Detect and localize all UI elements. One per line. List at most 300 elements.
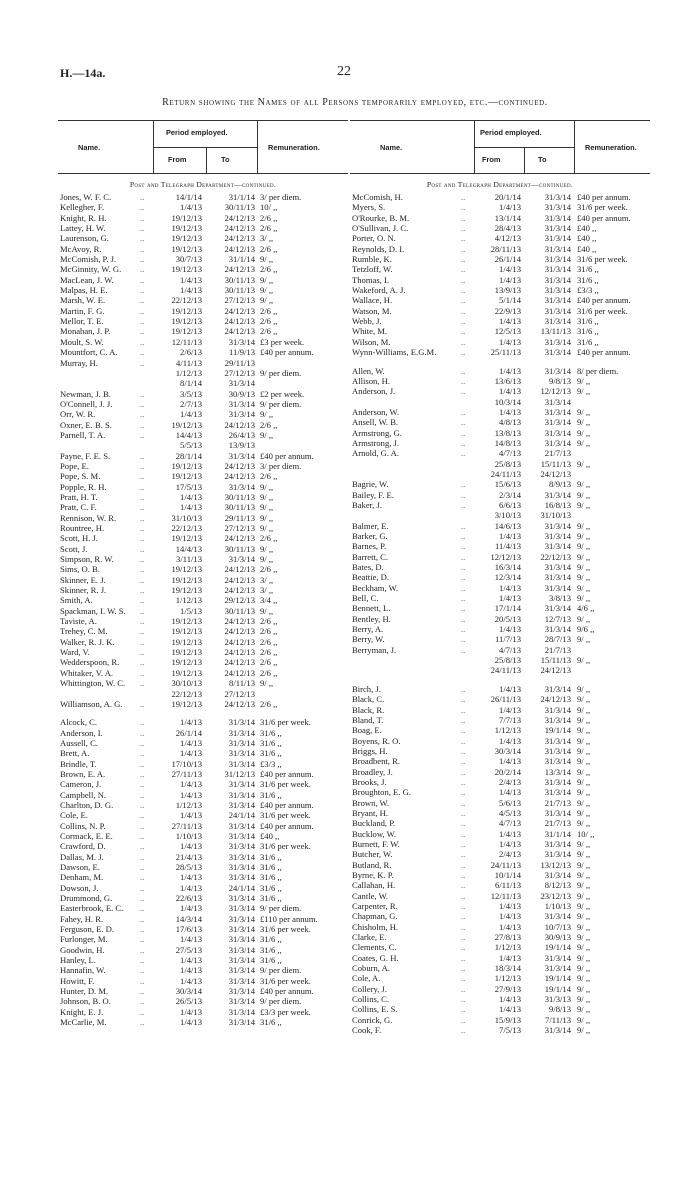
person-name: Brindle, T.	[60, 758, 97, 769]
leader-dots: ..	[461, 582, 466, 593]
leader-dots: ..	[140, 491, 145, 502]
person-name: Charlton, D. G.	[60, 799, 114, 810]
date-from: 19/12/13	[171, 574, 202, 585]
table-row	[350, 953, 650, 963]
person-name: Murray, H.	[60, 357, 98, 368]
table-row	[350, 932, 650, 942]
date-from: 1/4/13	[180, 903, 202, 914]
remuneration: 9/ ,,	[260, 274, 274, 285]
date-to: 24/12/13	[224, 460, 255, 471]
leader-dots: ..	[140, 264, 145, 275]
remuneration: 9/ ,,	[577, 427, 591, 438]
person-name: Boyens, R. O.	[352, 735, 401, 746]
leader-dots: ..	[461, 406, 466, 417]
date-to: 31/3/13	[544, 994, 571, 1005]
person-name: Taviste, A.	[60, 616, 97, 627]
date-to: 8/12/13	[544, 880, 571, 891]
leader-dots: ..	[140, 585, 145, 596]
person-name: Martin, F. G.	[60, 305, 105, 316]
table-row	[58, 893, 348, 903]
leader-dots: ..	[140, 748, 145, 759]
remuneration: 31/6 ,,	[260, 737, 282, 748]
leader-dots: ..	[140, 212, 145, 223]
table-row	[350, 275, 650, 285]
date-from: 19/12/13	[171, 233, 202, 244]
date-to: 11/9/13	[229, 347, 255, 358]
date-to: 31/3/14	[544, 437, 571, 448]
table-row	[350, 767, 650, 777]
remuneration: 31/6 ,,	[260, 934, 282, 945]
leader-dots: ..	[461, 386, 466, 397]
date-to: 31/3/14	[228, 481, 255, 492]
date-to: 31/3/14	[544, 624, 571, 635]
remuneration: 9/ ,,	[577, 582, 591, 593]
person-name: Cole, E.	[60, 810, 88, 821]
date-to: 31/3/14	[228, 779, 255, 790]
date-to: 24/12/13	[224, 657, 255, 668]
date-to: 24/12/13	[224, 667, 255, 678]
remuneration: 31/6 ,,	[260, 872, 282, 883]
leader-dots: ..	[140, 975, 145, 986]
table-row	[350, 705, 650, 715]
date-to: 31/3/14	[544, 911, 571, 922]
person-name: Hunter, D. M.	[60, 986, 109, 997]
person-name: Collins, E. S.	[352, 1004, 398, 1015]
leader-dots: ..	[461, 921, 466, 932]
person-name: Scott, H. J.	[60, 533, 98, 544]
date-to: 31/3/14	[544, 264, 571, 275]
person-name: Skinner, R. J.	[60, 585, 107, 596]
table-row	[58, 986, 348, 996]
date-to: 27/12/13	[224, 523, 255, 533]
person-name: Coburn, A.	[352, 963, 390, 974]
date-to: 31/3/14	[228, 903, 255, 914]
person-name: Buckland, P.	[352, 818, 396, 829]
person-name: Drummond, G.	[60, 893, 113, 904]
date-from: 1/4/13	[499, 274, 521, 285]
person-name: Briggs, H.	[352, 745, 388, 756]
person-name: Ward, V.	[60, 647, 90, 658]
date-from: 1/4/13	[180, 1006, 202, 1017]
date-to: 21/7/13	[544, 818, 571, 829]
remuneration: 31/6 per week.	[260, 975, 311, 986]
date-from: 4/7/13	[499, 448, 521, 459]
table-row	[350, 593, 650, 603]
leader-dots: ..	[140, 851, 145, 862]
remuneration: 31/6 ,,	[577, 326, 599, 337]
person-name: Knight, R. H.	[60, 212, 107, 223]
table-row	[58, 554, 348, 564]
date-to: 7/11/13	[545, 1014, 571, 1025]
person-name: Orr, W. R.	[60, 409, 96, 420]
date-to: 31/3/14	[228, 758, 255, 769]
remuneration: 9/ ,,	[577, 683, 591, 694]
date-to: 31/3/14	[228, 799, 255, 810]
date-to: 22/12/13	[540, 551, 571, 562]
date-from: 19/12/13	[171, 533, 202, 544]
person-name: Berry, W.	[352, 634, 385, 645]
date-from: 1/12/13	[494, 973, 521, 984]
date-to: 31/3/14	[228, 820, 255, 831]
date-from: 2/6/13	[180, 347, 202, 358]
person-name: Thomas, I.	[352, 274, 389, 285]
leader-dots: ..	[461, 1025, 466, 1036]
table-row	[350, 254, 650, 264]
leader-dots: ..	[461, 776, 466, 787]
person-name: Monahan, J. P.	[60, 326, 111, 337]
table-row	[350, 213, 650, 223]
leader-dots: ..	[140, 893, 145, 904]
date-to: 29/11/13	[224, 512, 255, 523]
table-row	[58, 924, 348, 934]
date-from: 19/12/13	[171, 636, 202, 647]
table-row	[350, 942, 650, 952]
date-to: 24/12/13	[224, 647, 255, 658]
leader-dots: ..	[140, 789, 145, 800]
leader-dots: ..	[461, 973, 466, 984]
date-to: 31/3/14	[544, 295, 571, 306]
leader-dots: ..	[140, 996, 145, 1007]
date-from: 19/12/13	[171, 419, 202, 430]
table-row	[58, 1017, 348, 1027]
date-to: 19/1/14	[544, 973, 571, 984]
table-row	[350, 798, 650, 808]
remuneration: £40 per annum.	[577, 192, 631, 202]
person-name: Brooks, J.	[352, 776, 387, 787]
date-from: 21/4/13	[175, 851, 202, 862]
date-from: 25/8/13	[494, 458, 521, 469]
date-to: 31/3/14	[228, 789, 255, 800]
date-from: 4/11/13	[176, 357, 202, 368]
remuneration: 31/6 per week.	[260, 717, 311, 728]
date-to: 31/1/14	[228, 254, 255, 265]
person-name: Campbell, N.	[60, 789, 107, 800]
date-from: 1/4/13	[499, 838, 521, 849]
person-name: O'Sullivan, J. C.	[352, 223, 409, 234]
remuneration: £40 ,,	[260, 830, 280, 841]
person-name: Malpas, H. E.	[60, 285, 108, 296]
leader-dots: ..	[461, 520, 466, 531]
date-from: 1/4/13	[499, 531, 521, 541]
date-from: 1/4/13	[499, 202, 521, 213]
remuneration: 31/6 per week.	[577, 305, 628, 316]
table-row	[350, 665, 650, 675]
table-row	[58, 976, 348, 986]
date-from: 15/6/13	[494, 479, 521, 490]
remuneration: 9/ ,,	[260, 481, 274, 492]
person-name: Kellegher, F.	[60, 202, 105, 213]
date-from: 1/4/13	[499, 624, 521, 635]
date-from: 8/1/14	[180, 378, 202, 389]
date-from: 19/12/13	[171, 223, 202, 234]
table-row	[58, 821, 348, 831]
leader-dots: ..	[140, 471, 145, 482]
remuneration: 2/6 ,,	[260, 657, 278, 668]
date-to: 24/12/13	[224, 698, 255, 709]
remuneration: £40 per annum.	[260, 799, 314, 810]
table-row	[350, 347, 650, 357]
table-row	[58, 306, 348, 316]
date-to: 31/3/14	[544, 582, 571, 593]
remuneration: 9/ ,,	[260, 523, 274, 533]
remuneration: 9/ ,,	[577, 849, 591, 860]
page-reference: H.—14a.	[60, 66, 106, 80]
person-name: Pope, E.	[60, 460, 89, 471]
table-row	[350, 376, 650, 386]
table-row	[58, 657, 348, 667]
date-to: 30/9/13	[544, 932, 571, 943]
remuneration: 2/6 ,,	[260, 647, 278, 658]
person-name: Whittington, W. C.	[60, 678, 126, 689]
date-from: 1/5/13	[180, 605, 202, 616]
leader-dots: ..	[140, 1017, 145, 1028]
leader-dots: ..	[461, 634, 466, 645]
person-name: Wallace, H.	[352, 295, 393, 306]
person-name: Beckham, W.	[352, 582, 399, 593]
date-to: 24/12/13	[224, 326, 255, 337]
table-row	[58, 192, 348, 202]
person-name: Popple, R. H.	[60, 481, 107, 492]
person-name: Baker, J.	[352, 499, 382, 510]
table-row	[58, 482, 348, 492]
date-from: 17/10/13	[171, 758, 202, 769]
leader-dots: ..	[461, 838, 466, 849]
table-row	[350, 603, 650, 613]
table-row	[58, 202, 348, 212]
leader-dots: ..	[140, 944, 145, 955]
person-name: Laurenson, G.	[60, 233, 109, 244]
person-name: Dawson, E.	[60, 862, 100, 872]
remuneration: 2/6 ,,	[260, 419, 278, 430]
person-name: McComish, H.	[352, 192, 403, 202]
person-name: Chisholm, H.	[352, 921, 399, 932]
leader-dots: ..	[140, 574, 145, 585]
date-from: 11/4/13	[495, 541, 521, 552]
date-from: 10/1/14	[494, 870, 521, 880]
remuneration: 31/6 per week.	[577, 202, 628, 213]
date-from: 1/10/13	[175, 830, 202, 841]
date-from: 1/4/13	[499, 704, 521, 715]
person-name: Fahey, H. R.	[60, 913, 104, 924]
table-row	[58, 389, 348, 399]
remuneration: 9/ ,,	[577, 694, 591, 705]
date-from: 14/6/13	[494, 520, 521, 531]
date-to: 31/3/14	[228, 955, 255, 966]
table-row	[350, 736, 650, 746]
date-to: 31/3/14	[544, 776, 571, 787]
remuneration: 9/ ,,	[577, 911, 591, 922]
remuneration: 9/ ,,	[577, 634, 591, 645]
date-to: 31/3/14	[228, 748, 255, 759]
date-from: 19/12/13	[171, 326, 202, 337]
date-from: 19/12/13	[171, 657, 202, 668]
date-to: 31/3/14	[544, 572, 571, 583]
date-to: 31/3/14	[544, 838, 571, 849]
remuneration: £40 ,,	[577, 243, 597, 254]
leader-dots: ..	[140, 409, 145, 420]
remuneration: £3 per week.	[260, 336, 305, 347]
table-row	[58, 965, 348, 975]
person-name: Wilson, M.	[352, 336, 391, 347]
leader-dots: ..	[140, 233, 145, 244]
date-from: 27/11/13	[171, 820, 202, 831]
remuneration: 3/4 ,,	[260, 595, 278, 606]
leader-dots: ..	[461, 1004, 466, 1015]
person-name: Furlonger, M.	[60, 934, 108, 945]
date-from: 1/4/13	[499, 386, 521, 397]
person-name: Barker, G.	[352, 531, 388, 541]
date-from: 1/4/13	[180, 748, 202, 759]
date-from: 25/8/13	[494, 655, 521, 666]
date-to: 30/11/13	[224, 491, 255, 502]
person-name: Bates, D.	[352, 562, 384, 573]
person-name: Brett, A.	[60, 748, 90, 759]
date-to: 31/3/14	[544, 274, 571, 285]
leader-dots: ..	[461, 1014, 466, 1025]
date-to: 24/12/13	[224, 212, 255, 223]
person-name: Cantle, W.	[352, 890, 389, 901]
remuneration: 9/ ,,	[577, 479, 591, 490]
table-row	[350, 787, 650, 797]
table-row	[350, 614, 650, 624]
remuneration: 31/6 ,,	[577, 274, 599, 285]
remuneration: 9/ ,,	[577, 870, 591, 880]
person-name: O'Rourke, B. M.	[352, 212, 410, 223]
leader-dots: ..	[140, 986, 145, 997]
person-name: Bailey, F. E.	[352, 489, 394, 500]
section-title-right: Post and Telegraph Department—continued.	[426, 180, 574, 189]
person-name: Wakeford, A. J.	[352, 285, 406, 296]
table-row	[58, 769, 348, 779]
table-row	[350, 572, 650, 582]
table-row	[58, 717, 348, 727]
leader-dots: ..	[461, 437, 466, 448]
table-row	[350, 417, 650, 427]
table-row	[58, 668, 348, 678]
leader-dots: ..	[140, 841, 145, 852]
date-to: 31/3/14	[228, 965, 255, 976]
section-title-left: Post and Telegraph Department—continued.	[129, 180, 277, 189]
date-from: 30/3/14	[175, 986, 202, 997]
date-to: 31/3/14	[544, 756, 571, 767]
table-row	[350, 808, 650, 818]
date-to: 31/3/14	[228, 398, 255, 409]
date-to: 31/3/14	[544, 714, 571, 725]
date-to: 31/3/14	[228, 554, 255, 565]
leader-dots: ..	[461, 202, 466, 213]
leader-dots: ..	[140, 192, 145, 202]
remuneration: 9/ ,,	[577, 593, 591, 604]
date-from: 10/3/14	[494, 396, 521, 407]
remuneration: 2/6 ,,	[260, 212, 278, 223]
remuneration: 9/ ,,	[260, 543, 274, 554]
person-name: McComish, P. J.	[60, 254, 117, 265]
date-to: 31/3/14	[544, 704, 571, 715]
remuneration: 9/ ,,	[577, 973, 591, 984]
leader-dots: ..	[461, 994, 466, 1005]
date-to: 13/9/13	[228, 440, 255, 451]
table-row	[350, 1015, 650, 1025]
person-name: Cook, F.	[352, 1025, 382, 1036]
leader-dots: ..	[461, 551, 466, 562]
date-from: 26/5/13	[175, 996, 202, 1007]
date-from: 30/10/13	[171, 678, 202, 689]
remuneration: 9/ ,,	[577, 983, 591, 994]
date-to: 12/7/13	[544, 613, 571, 624]
remuneration: 31/6 per week.	[260, 924, 311, 935]
leader-dots: ..	[140, 717, 145, 728]
date-to: 24/12/13	[224, 585, 255, 596]
remuneration: 31/6 ,,	[260, 851, 282, 862]
leader-dots: ..	[461, 316, 466, 327]
date-to: 31/3/14	[228, 717, 255, 728]
date-to: 29/11/13	[224, 357, 255, 368]
table-row	[58, 451, 348, 461]
table-row	[58, 800, 348, 810]
date-from: 22/12/13	[171, 295, 202, 306]
person-name: Carpenter, R.	[352, 901, 398, 912]
person-name: Brown, W.	[352, 797, 390, 808]
date-from: 27/9/13	[494, 983, 521, 994]
date-to: 31/3/14	[228, 378, 255, 389]
remuneration: 9/ ,,	[577, 756, 591, 767]
remuneration: 9/ ,,	[577, 901, 591, 912]
person-name: Balmer, E.	[352, 520, 389, 531]
person-name: Rumble, K.	[352, 254, 392, 265]
table-row	[350, 746, 650, 756]
date-from: 19/12/13	[171, 564, 202, 575]
table-row	[350, 459, 650, 469]
date-to: 3/8/13	[549, 593, 571, 604]
date-to: 31/3/14	[544, 406, 571, 417]
table-row	[350, 407, 650, 417]
table-row	[58, 699, 348, 709]
person-name: Pratt, H. T.	[60, 491, 98, 502]
table-row	[350, 694, 650, 704]
remuneration: 9/ ,,	[577, 745, 591, 756]
remuneration: 9/ ,,	[577, 437, 591, 448]
leader-dots: ..	[461, 212, 466, 223]
table-row	[58, 285, 348, 295]
table-row	[58, 841, 348, 851]
person-name: Cole, A.	[352, 973, 381, 984]
table-row	[58, 738, 348, 748]
leader-dots: ..	[461, 714, 466, 725]
table-row	[350, 901, 650, 911]
remuneration: 2/6 ,,	[260, 616, 278, 627]
person-name: Pratt, C. F.	[60, 502, 97, 513]
date-from: 6/11/13	[495, 880, 521, 891]
leader-dots: ..	[140, 903, 145, 914]
person-name: Broadley, J.	[352, 766, 393, 777]
leader-dots: ..	[140, 429, 145, 440]
date-from: 19/12/13	[171, 616, 202, 627]
remuneration: 31/6 ,,	[260, 944, 282, 955]
date-to: 31/12/13	[224, 768, 255, 779]
remuneration: 9/ ,,	[577, 766, 591, 777]
date-from: 12/5/13	[494, 326, 521, 337]
date-from: 1/4/13	[499, 683, 521, 694]
remuneration: 2/6 ,,	[260, 305, 278, 316]
date-to: 21/7/13	[544, 644, 571, 655]
table-row	[58, 914, 348, 924]
date-from: 1/4/13	[499, 593, 521, 604]
leader-dots: ..	[461, 427, 466, 438]
leader-dots: ..	[461, 417, 466, 428]
person-name: Sims, O. B.	[60, 564, 100, 575]
person-name: Crawford, D.	[60, 841, 106, 852]
date-from: 19/12/13	[171, 667, 202, 678]
